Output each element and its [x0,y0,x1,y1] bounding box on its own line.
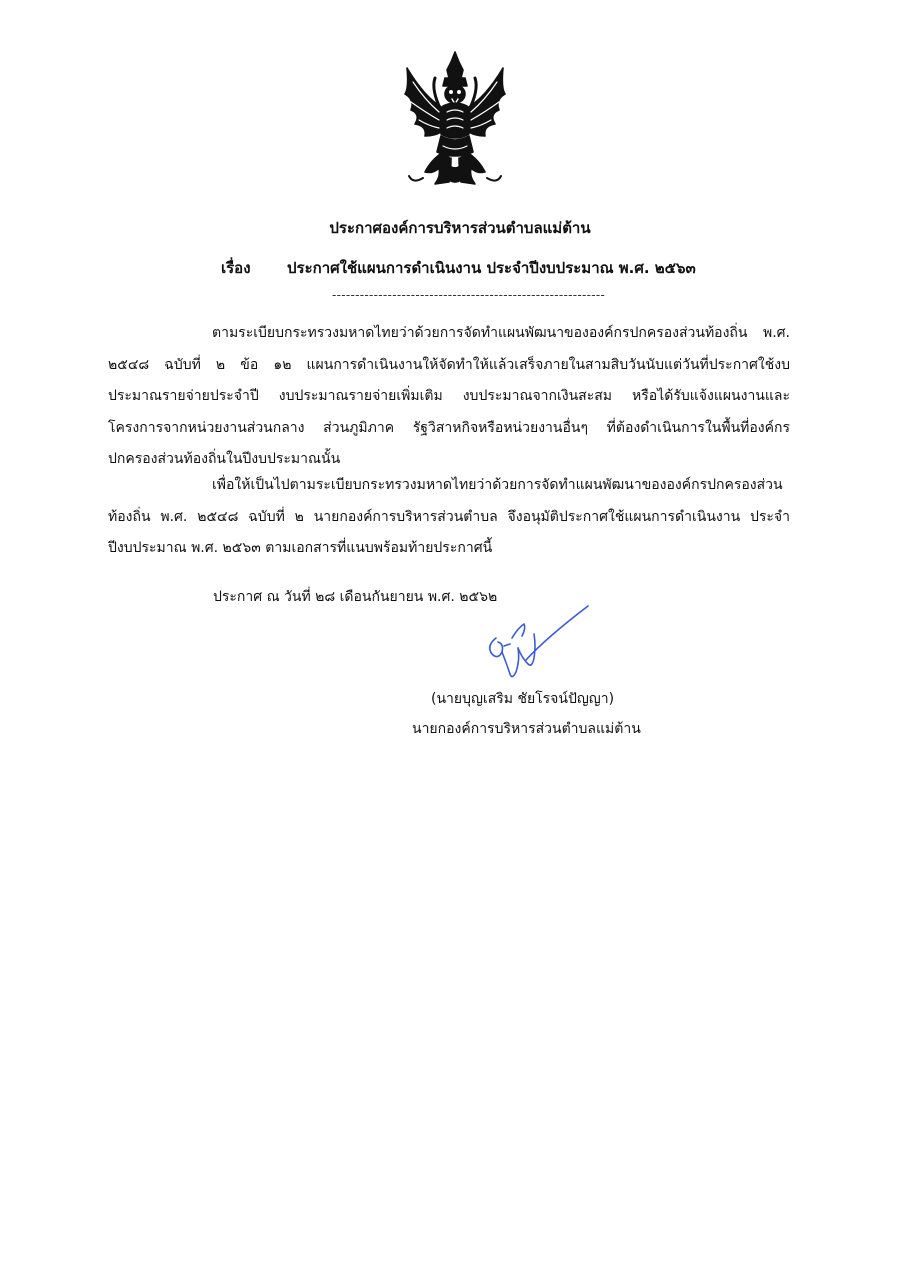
garuda-emblem-icon [395,48,515,190]
divider-line: ----------------------------------------------------------- [332,288,606,302]
body-paragraph-1: ตามระเบียบกระทรวงมหาดไทยว่าด้วยการจัดทำแผนพัฒนาขององค์กรปกครองส่วนท้องถิ่น พ.ศ. ๒๕๔๘ ฉบับที่ ๒ ข้อ ๑๒ แผนการดำเนินงานให้จัดทำให้แล้วเสร็จภายในสามสิบวันนับแต่วันที่ประกาศใช้งบประมาณรายจ่ายประจำปี งบประมาณรายจ่ายเพิ่มเติม งบประมาณจากเงินสะสม หรือได้รับแจ้งแผนงานและโครงการจากหน่วยงานส่วนกลาง ส่วนภูมิภาค รัฐวิสาหกิจหรือหน่วยงานอื่นๆ ที่ต้องดำเนินการในพื้นที่องค์กรปกครองส่วนท้องถิ่นในปีงบประมาณนั้น [108,325,790,467]
signer-title: นายกองค์การบริหารส่วนตำบลแม่ต้าน [412,721,641,737]
subject-label: เรื่อง [221,259,251,277]
subject-text: ประกาศใช้แผนการดำเนินงาน ประจำปีงบประมาณ พ.ศ. ๒๕๖๓ [287,259,696,277]
body-paragraph-2: เพื่อให้เป็นไปตามระเบียบกระทรวงมหาดไทยว่าด้วยการจัดทำแผนพัฒนาขององค์กรปกครองส่วนท้องถิ่น พ.ศ. ๒๕๔๘ ฉบับที่ ๒ นายกองค์การบริหารส่วนตำบล จึงอนุมัติประกาศใช้แผนการดำเนินงาน ประจำปีงบประมาณ พ.ศ. ๒๕๖๓ ตามเอกสารที่แนบพร้อมท้ายประกาศนี้ [108,477,790,556]
announcement-title: ประกาศองค์การบริหารส่วนตำบลแม่ต้าน [329,219,591,237]
announcement-date: ประกาศ ณ วันที่ ๒๘ เดือนกันยายน พ.ศ. ๒๕๖๒ [213,589,498,605]
signer-name: (นายบุญเสริม ชัยโรจน์ปัญญา) [431,691,615,707]
handwritten-signature [476,598,606,688]
